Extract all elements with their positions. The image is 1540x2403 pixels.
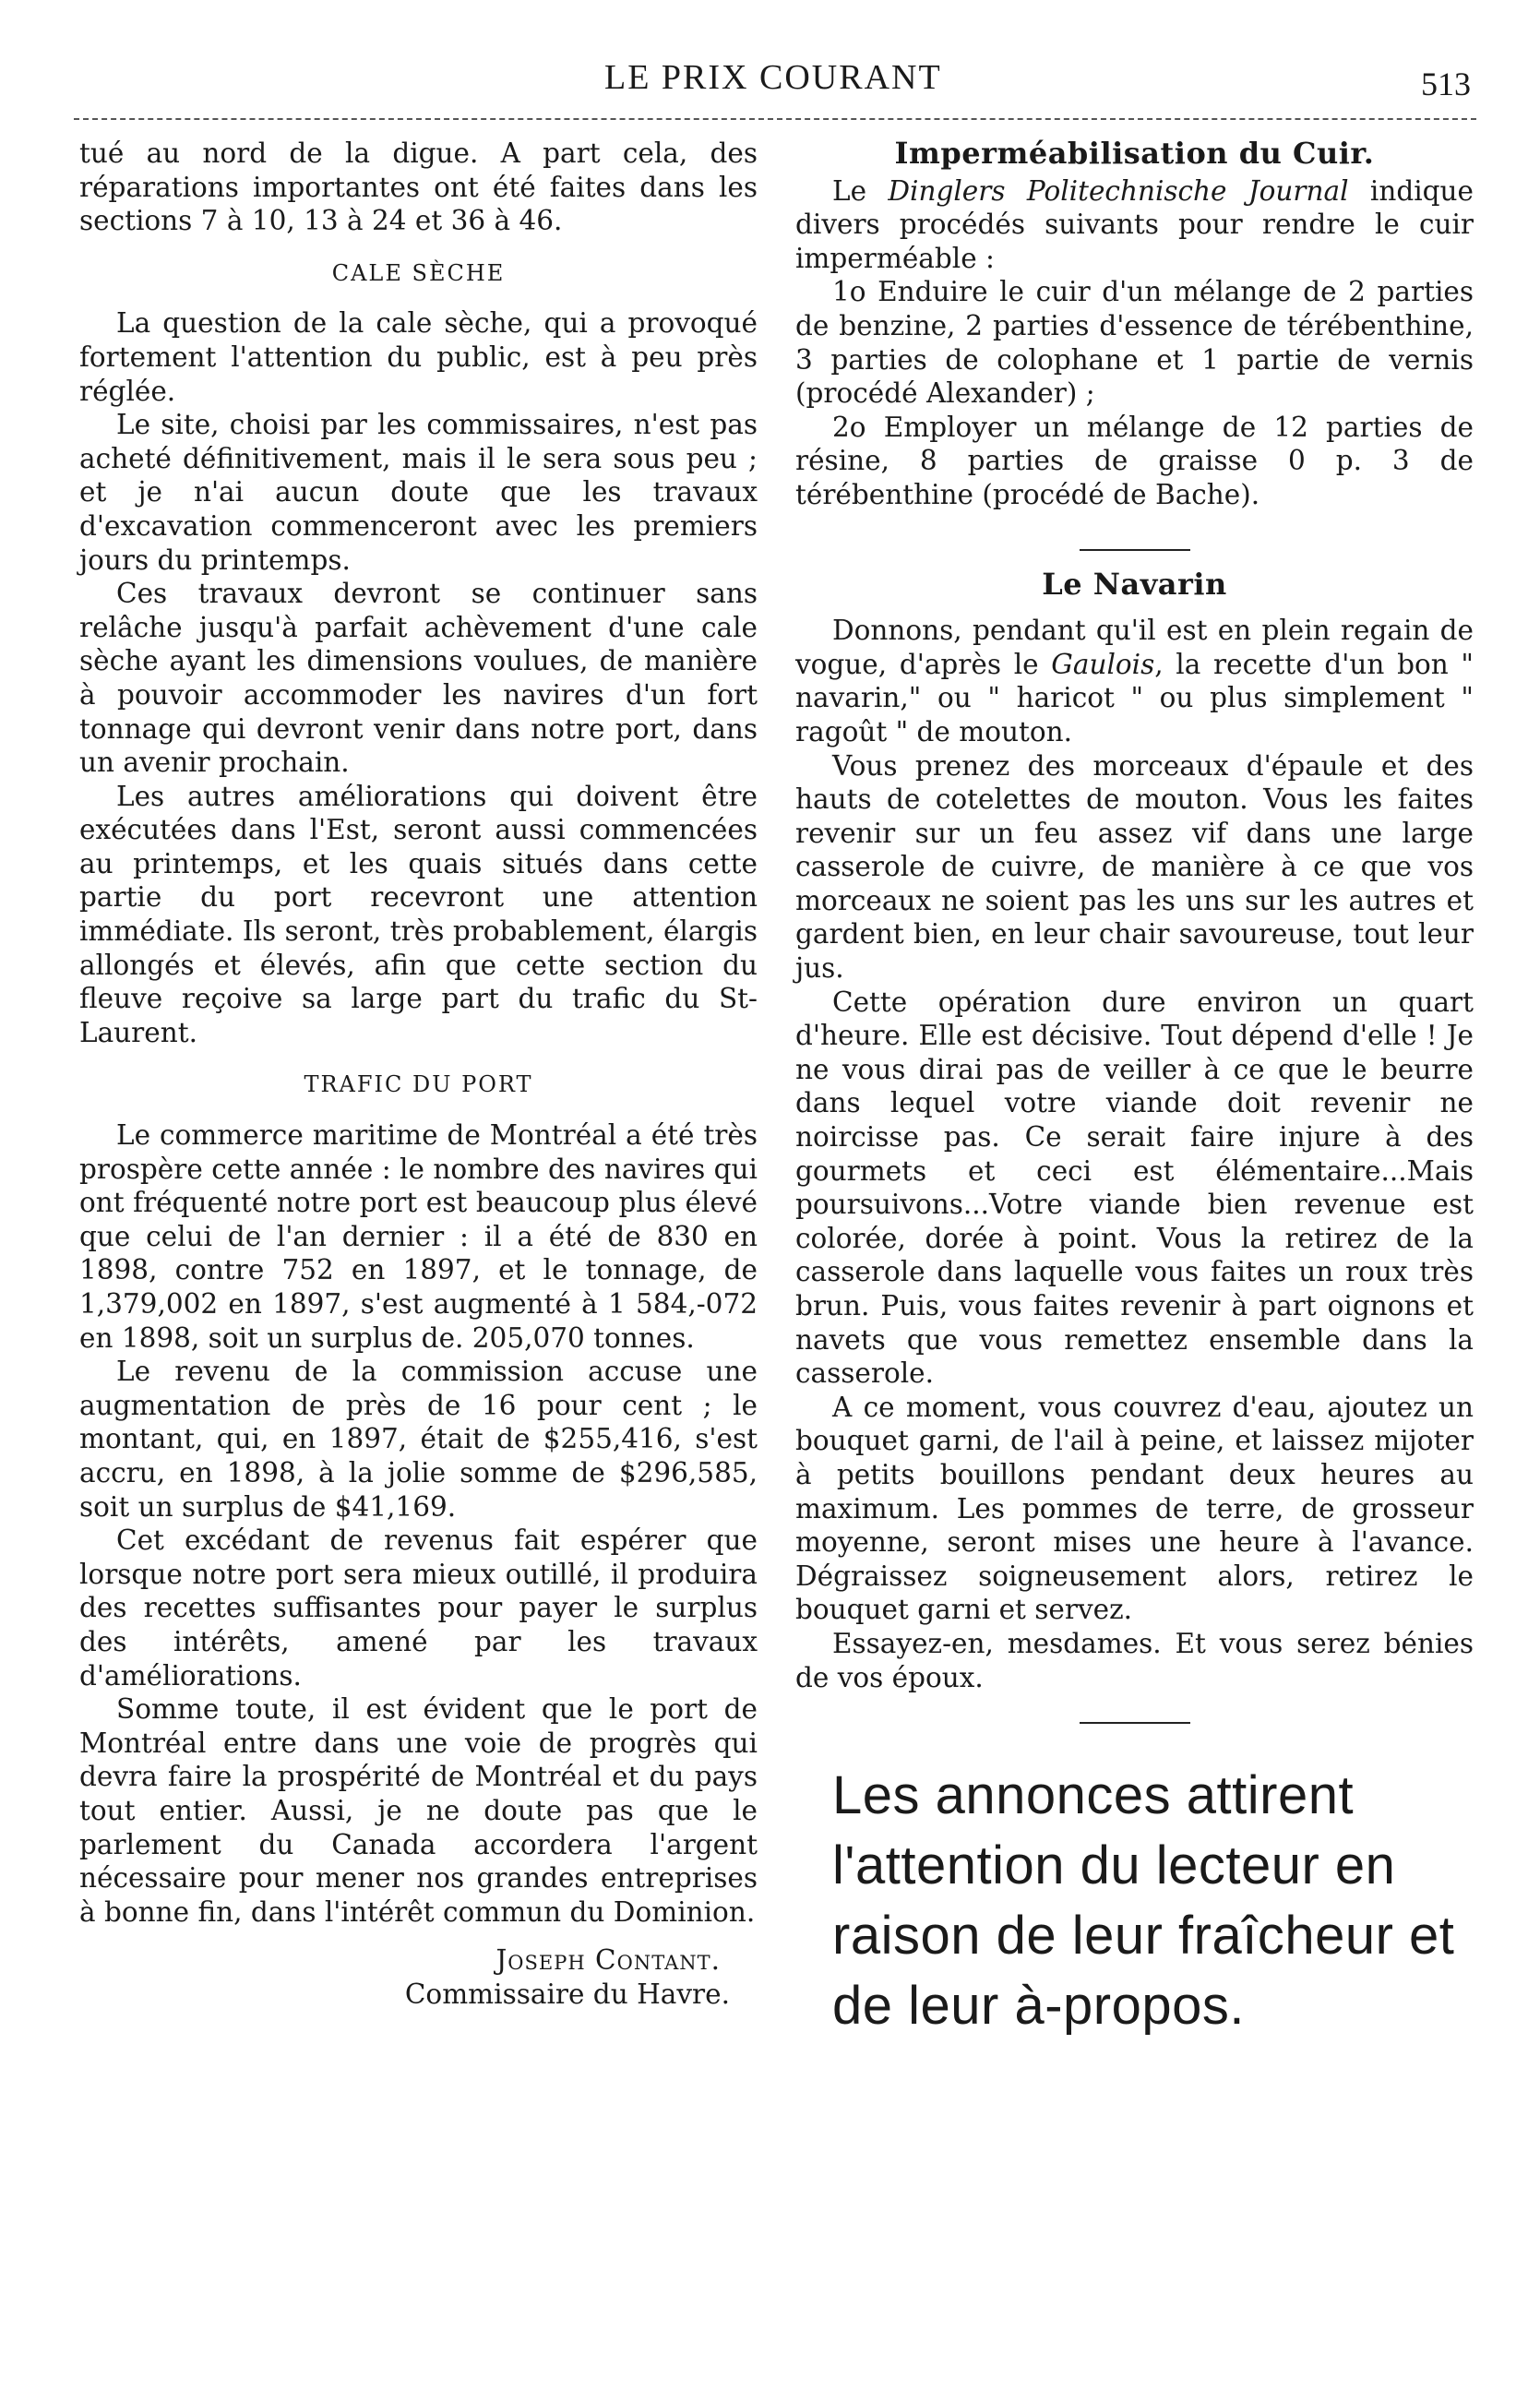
newspaper-name: Gaulois — [1051, 648, 1155, 680]
paragraph: Le site, choisi par les commissaires, n'est pas acheté définitivement, mais il le sera sous peu ; et je n'ai aucun doute que les travaux d'excavation commenceront avec les premiers jours du printemps. — [79, 409, 758, 576]
left-column — [79, 137, 758, 2011]
section-heading-trafic-du-port: TRAFIC DU PORT — [304, 1071, 533, 1098]
running-title: LE PRIX COURANT — [604, 58, 942, 97]
paragraph: Le revenu de la commission accuse une augmentation de près de 16 pour cent ; le montant, qui, en 1897, était de $255,416, s'est accru, en 1898, à la jolie somme de $296,585, soit un surplus de $41,169. — [79, 1356, 758, 1523]
text-run: Le — [832, 174, 889, 207]
separator-rule — [1080, 1722, 1190, 1724]
signature-block — [79, 1943, 758, 2011]
paragraph: 2o Employer un mélange de 12 parties de résine, 8 parties de graisse 0 p. 3 de térébenthine (procédé de Bache). — [795, 411, 1474, 510]
advertisement-notice: Les annonces attirent l'attention du lecteur en raison de leur fraîcheur et de leur à-propos. — [832, 1765, 1455, 2037]
signature-title: Commissaire du Havre. — [404, 1978, 730, 2010]
page-number: 513 — [1421, 66, 1471, 102]
paragraph: A ce moment, vous couvrez d'eau, ajoutez un bouquet garni, de l'ail à peine, et laissez mijoter à petits bouillons pendant deux heures au maximum. Les pommes de terre, de grosseur moyenne, seront mises une heure à l'avance. Dégraissez soigneusement alors, retirez le bouquet garni et servez. — [795, 1391, 1474, 1626]
paragraph: 1o Enduire le cuir d'un mélange de 2 parties de benzine, 2 parties d'essence de térébenthine, 3 parties de colophane et 1 partie de vernis (procédé Alexander) ; — [795, 276, 1474, 410]
paragraph: Les autres améliorations qui doivent être exécutées dans l'Est, seront aussi commencées au printemps, et les quais situés dans cette partie du port recevront une attention immédiate. Ils seront, très probablement, élargis allongés et élevés, afin que cette section du fleuve reçoive sa large part du trafic du St-Laurent. — [79, 780, 758, 1048]
journal-name: Dinglers Politechnische Journal — [888, 174, 1349, 207]
paragraph — [795, 614, 1474, 748]
text-run: indique divers procédés suivants pour rendre le cuir imperméable : — [795, 174, 1474, 274]
separator-rule — [1080, 549, 1190, 551]
text-run: , la recette d'un bon " navarin," ou " haricot " ou plus simplement " ragoût " de mouton. — [795, 648, 1474, 747]
paragraph: Ces travaux devront se continuer sans relâche jusqu'à parfait achèvement d'une cale sèche ayant les dimensions voulues, de manière à pouvoir accommoder les navires d'un fort tonnage qui devront venir dans notre port, dans un avenir prochain. — [79, 578, 758, 779]
paragraph: Le commerce maritime de Montréal a été très prospère cette année : le nombre des navires qui ont fréquenté notre port est beaucoup plus élevé que celui de l'an dernier : il a été de 830 en 1898, contre 752 en 1897, et le tonnage, de 1,379,002 en 1897, s'est augmenté à 1 584,-072 en 1898, soit un surplus de. 205,070 tonnes. — [79, 1119, 758, 1354]
signature-name: Joseph Contant. — [495, 1944, 721, 1977]
running-head — [0, 57, 1540, 103]
text-run: Donnons, pendant qu'il est en plein regain de vogue, d'après le — [795, 615, 1474, 680]
paragraph: Cette opération dure environ un quart d'heure. Elle est décisive. Tout dépend d'elle ! Je ne vous dirai pas de veiller à ce que le beurre dans lequel votre viande doit revenir ne noircisse pas. Ce serait faire injure à des gourmets et ceci est élémentaire...Mais poursuivons...Votre viande bien revenue est colorée, dorée à point. Vous la retirez de la casserole dans laquelle vous faites un roux très brun. Puis, vous faites revenir à part oignons et navets que vous remettez ensemble dans la casserole. — [795, 986, 1474, 1390]
paragraph: La question de la cale sèche, qui a provoqué fortement l'attention du public, est à peu près réglée. — [79, 307, 758, 407]
right-column — [795, 137, 1474, 2041]
article-title-cuir: Imperméabilisation du Cuir. — [894, 136, 1375, 171]
section-heading-cale-seche: CALE SÈCHE — [331, 259, 506, 286]
paragraph: Vous prenez des morceaux d'épaule et des hauts de cotelettes de mouton. Vous les faites revenir sur un feu assez vif dans une large casserole de cuivre, de manière à ce que vos morceaux ne soient pas les uns sur les autres et gardent bien, en leur chair savoureuse, tout leur jus. — [795, 749, 1474, 985]
header-rule — [74, 118, 1476, 120]
paragraph-intro: tué au nord de la digue. A part cela, des réparations importantes ont été faites dans les sections 7 à 10, 13 à 24 et 36 à 46. — [79, 137, 758, 237]
paragraph: Essayez-en, mesdames. Et vous serez bénies de vos époux. — [795, 1627, 1474, 1693]
paragraph: Somme toute, il est évident que le port de Montréal entre dans une voie de progrès qui devra faire la prospérité de Montréal et du pays tout entier. Aussi, je ne doute pas que le parlement du Canada accordera l'argent nécessaire pour mener nos grandes entreprises à bonne fin, dans l'intérêt commun du Dominion. — [79, 1693, 758, 1928]
article-title-navarin: Le Navarin — [1042, 566, 1227, 602]
paragraph: Cet excédant de revenus fait espérer que lorsque notre port sera mieux outillé, il produira des recettes suffisantes pour payer le surplus des intérêts, amené par les travaux d'améliorations. — [79, 1524, 758, 1692]
paragraph — [795, 174, 1474, 276]
